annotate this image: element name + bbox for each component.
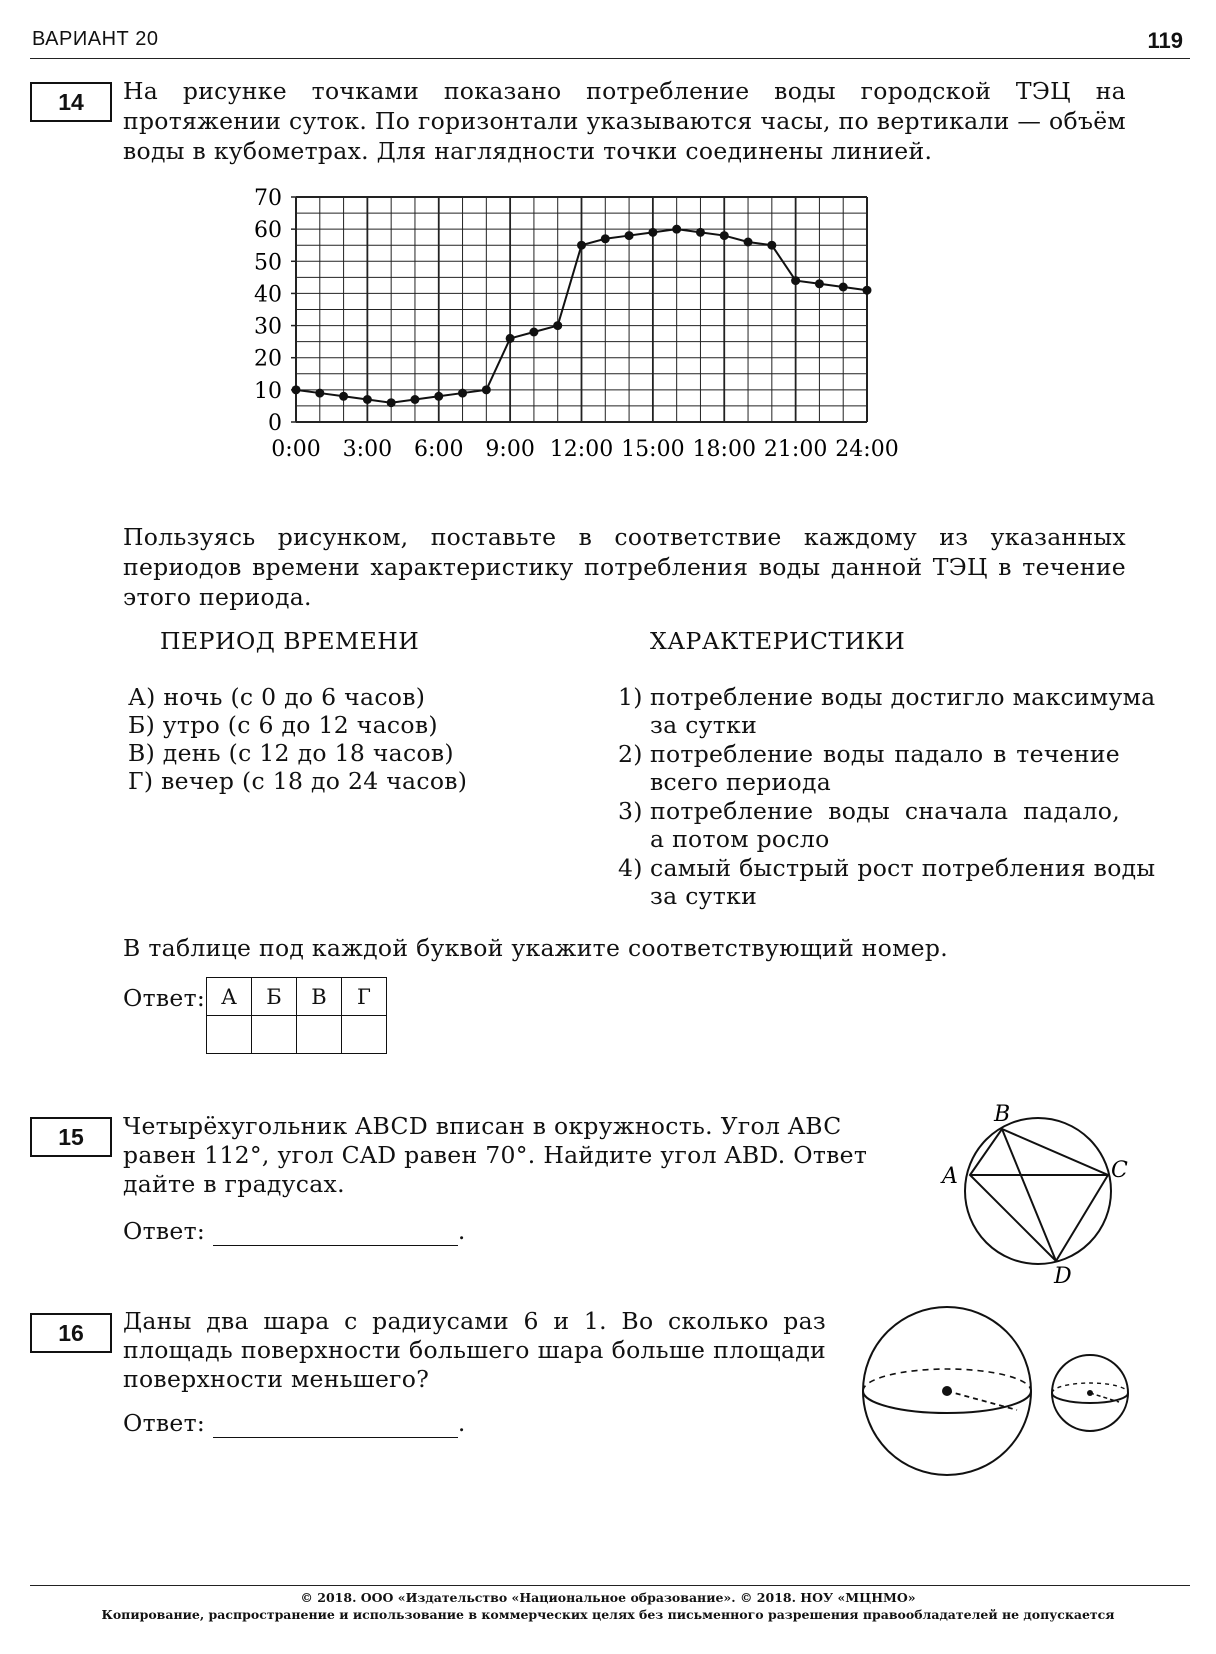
periods-heading: ПЕРИОД ВРЕМЕНИ	[160, 627, 420, 655]
page-number: 119	[1147, 28, 1183, 53]
answer-cell-a[interactable]	[207, 1016, 252, 1054]
task-15-number: 15	[30, 1117, 112, 1157]
task-16-answer-field[interactable]	[213, 1415, 458, 1438]
chart-point	[577, 241, 586, 250]
chart-y-tick-label: 20	[254, 346, 282, 372]
chart-x-tick-label: 12:00	[549, 437, 614, 462]
chart-point	[410, 395, 419, 404]
chart-y-tick-label: 50	[254, 250, 282, 276]
chart-y-tick-label: 60	[254, 218, 282, 244]
inscribed-quadrilateral-diagram	[930, 1095, 1140, 1290]
footer-notice: Копирование, распространение и использование в коммерческих целях без письменного разрешения правообладателей не допускается	[101, 1607, 1115, 1622]
period-item-v: В) день (с 12 до 18 часов)	[128, 739, 454, 767]
task-16-text-line: площадь поверхности большего шара больше площади	[123, 1336, 826, 1364]
task-15-answer-field[interactable]	[213, 1223, 458, 1246]
chart-x-tick-label: 24:00	[835, 437, 899, 462]
task-15-text-line: Четырёхугольник ABCD вписан в окружность. Угол ABC	[123, 1112, 842, 1140]
chart-x-tick-labels	[271, 437, 898, 462]
period-item-b: Б) утро (с 6 до 12 часов)	[128, 711, 438, 739]
characteristic-text: потребление воды достигло максимума	[650, 683, 1156, 711]
task-14-number: 14	[30, 82, 112, 122]
task-14-instruction: Пользуясь рисунком, поставьте в соответствие каждому из указанных периодов времени характеристику потребления воды данной ТЭЦ в течение этого периода.	[123, 523, 1126, 611]
chart-point	[672, 225, 681, 234]
chart-point	[482, 385, 491, 394]
answer-header-v: В	[297, 978, 342, 1016]
task-16-text-line: поверхности меньшего?	[123, 1365, 430, 1393]
chart-point	[767, 241, 776, 250]
characteristic-text: потребление воды сначала падало,	[650, 797, 1120, 825]
water-consumption-chart	[240, 180, 920, 470]
characteristics-list	[618, 682, 1156, 910]
chart-point	[863, 286, 872, 295]
characteristic-item-2	[618, 739, 1120, 796]
chart-point	[791, 276, 800, 285]
answer-cell-b[interactable]	[252, 1016, 297, 1054]
chart-point	[696, 228, 705, 237]
table-instruction: В таблице под каждой буквой укажите соответствующий номер.	[123, 934, 948, 962]
chart-point	[601, 234, 610, 243]
footer-copyright: © 2018. ООО «Издательство «Национальное образование». © 2018. НОУ «МЦНМО»	[300, 1590, 916, 1605]
chart-x-tick-label: 18:00	[692, 437, 756, 462]
variant-label: ВАРИАНТ 20	[32, 28, 159, 50]
task-16-answer: Ответ: .	[123, 1409, 466, 1437]
footer-divider	[30, 1585, 1190, 1586]
task-15-answer-label: Ответ:	[123, 1217, 206, 1245]
characteristic-item-1	[618, 682, 1156, 739]
chart-y-tick-labels	[254, 186, 296, 436]
chart-point	[839, 283, 848, 292]
large-sphere	[863, 1307, 1031, 1475]
answer-table	[206, 977, 387, 1054]
small-sphere	[1052, 1355, 1128, 1431]
chart-point	[458, 389, 467, 398]
characteristic-item-3	[618, 796, 1120, 853]
two-spheres-diagram	[855, 1298, 1145, 1483]
task-16-number: 16	[30, 1313, 112, 1353]
chart-x-tick-label: 15:00	[621, 437, 685, 462]
point-label-c: C	[1111, 1158, 1128, 1183]
chart-point	[625, 231, 634, 240]
periods-list	[128, 682, 467, 794]
task-16-text	[123, 1306, 826, 1393]
chart-point	[529, 328, 538, 337]
point-label-d: D	[1054, 1264, 1072, 1289]
answer-header-b: Б	[252, 978, 297, 1016]
period-item-g: Г) вечер (с 18 до 24 часов)	[128, 767, 468, 795]
chart-x-tick-label: 21:00	[763, 437, 828, 462]
chart-y-tick-label: 10	[254, 378, 282, 404]
chart-x-tick-label: 6:00	[414, 437, 464, 462]
chart-x-tick-label: 0:00	[271, 437, 321, 462]
chart-point	[315, 389, 324, 398]
characteristic-text: самый быстрый рост потребления воды	[650, 854, 1156, 882]
task-14-answer-label: Ответ:	[123, 984, 206, 1012]
task-16-answer-label: Ответ:	[123, 1409, 206, 1437]
chart-point	[720, 231, 729, 240]
chart-point	[506, 334, 515, 343]
characteristic-text: потребление воды падало в течение	[650, 740, 1120, 768]
characteristic-number: 1)	[618, 683, 643, 711]
characteristic-text-cont: всего периода	[650, 768, 832, 796]
chart-point	[434, 392, 443, 401]
task-15-text-line: равен 112°, угол CAD равен 70°. Найдите угол ABD. Ответ	[123, 1141, 868, 1169]
chart-x-tick-label: 9:00	[485, 437, 535, 462]
chart-x-tick-label: 3:00	[342, 437, 393, 462]
task-16-text-line: Даны два шара с радиусами 6 и 1. Во сколько раз	[123, 1307, 826, 1335]
chart-point	[815, 279, 824, 288]
characteristic-text-cont: а потом росло	[650, 825, 830, 853]
point-label-a: A	[942, 1164, 958, 1189]
chart-y-tick-label: 30	[254, 314, 282, 340]
characteristic-number: 3)	[618, 797, 643, 825]
chart-point	[744, 238, 753, 247]
task-15-text	[123, 1111, 868, 1198]
characteristic-number: 4)	[618, 854, 643, 882]
characteristics-heading: ХАРАКТЕРИСТИКИ	[650, 627, 906, 655]
chart-point	[363, 395, 372, 404]
characteristic-number: 2)	[618, 740, 643, 768]
characteristic-text-cont: за сутки	[650, 882, 758, 910]
period-item-a: А) ночь (с 0 до 6 часов)	[128, 683, 426, 711]
chart-point	[553, 321, 562, 330]
point-label-b: B	[994, 1102, 1011, 1127]
answer-cell-v[interactable]	[297, 1016, 342, 1054]
chart-grid	[296, 197, 867, 422]
chart-point	[387, 398, 396, 407]
chart-y-tick-label: 70	[254, 186, 282, 211]
chart-point	[292, 385, 301, 394]
quadrilateral-abcd	[970, 1129, 1108, 1261]
answer-header-a: А	[207, 978, 252, 1016]
task-15-answer: Ответ: .	[123, 1217, 466, 1245]
header-divider	[30, 58, 1190, 59]
chart-point	[339, 392, 348, 401]
characteristic-text-cont: за сутки	[650, 711, 758, 739]
answer-header-g: Г	[342, 978, 387, 1016]
answer-cell-g[interactable]	[342, 1016, 387, 1054]
task-14-intro: На рисунке точками показано потребление воды городской ТЭЦ на протяжении суток. По горизонтали указываются часы, по вертикали — объём воды в кубометрах. Для наглядности точки соединены линией.	[123, 77, 1126, 165]
characteristic-item-4	[618, 853, 1156, 910]
chart-y-tick-label: 0	[268, 411, 282, 436]
chart-y-tick-label: 40	[254, 282, 282, 308]
task-15-text-line: дайте в градусах.	[123, 1170, 345, 1198]
chart-point	[648, 228, 657, 237]
